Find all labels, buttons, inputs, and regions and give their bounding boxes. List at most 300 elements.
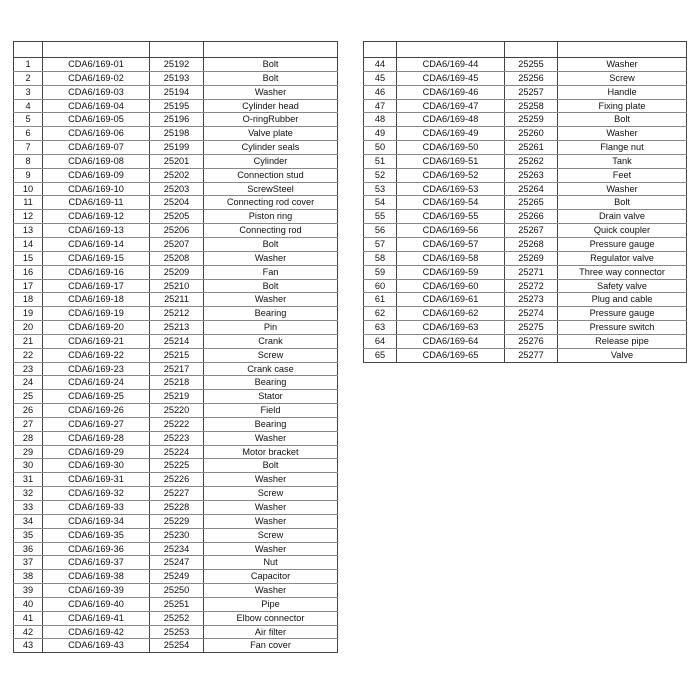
table-row — [14, 71, 338, 85]
table-row — [14, 514, 338, 528]
table-row — [14, 154, 338, 168]
cell-description: Washer — [204, 431, 338, 445]
cell-part-number: CDA6/169-17 — [43, 279, 150, 293]
cell-part-number: CDA6/169-52 — [397, 168, 505, 182]
cell-code: 25224 — [150, 445, 204, 459]
cell-description: Washer — [558, 58, 687, 72]
cell-part-number: CDA6/169-28 — [43, 431, 150, 445]
cell-part-number: CDA6/169-59 — [397, 265, 505, 279]
cell-item-number: 6 — [14, 127, 43, 141]
cell-description: Regulator valve — [558, 251, 687, 265]
cell-part-number: CDA6/169-64 — [397, 334, 505, 348]
cell-code: 25203 — [150, 182, 204, 196]
table-row — [14, 528, 338, 542]
cell-part-number: CDA6/169-56 — [397, 224, 505, 238]
cell-item-number: 2 — [14, 71, 43, 85]
cell-item-number: 45 — [364, 71, 397, 85]
cell-item-number: 38 — [14, 570, 43, 584]
cell-part-number: CDA6/169-50 — [397, 141, 505, 155]
cell-item-number: 65 — [364, 348, 397, 362]
cell-code: 25252 — [150, 611, 204, 625]
cell-part-number: CDA6/169-55 — [397, 210, 505, 224]
cell-item-number: 28 — [14, 431, 43, 445]
cell-description: Bearing — [204, 307, 338, 321]
cell-code: 25249 — [150, 570, 204, 584]
cell-code: 25275 — [505, 321, 558, 335]
table-row — [364, 279, 687, 293]
cell-code: 25273 — [505, 293, 558, 307]
cell-part-number: CDA6/169-51 — [397, 154, 505, 168]
table-row — [364, 251, 687, 265]
table-row — [14, 639, 338, 653]
cell-item-number: 18 — [14, 293, 43, 307]
cell-description: Bolt — [558, 113, 687, 127]
cell-code: 25272 — [505, 279, 558, 293]
header-cell-part-number — [397, 42, 505, 58]
table-row — [364, 293, 687, 307]
table-row — [14, 501, 338, 515]
cell-description: Cylinder head — [204, 99, 338, 113]
cell-description: Connecting rod cover — [204, 196, 338, 210]
cell-code: 25206 — [150, 224, 204, 238]
cell-item-number: 30 — [14, 459, 43, 473]
cell-description: Connecting rod — [204, 224, 338, 238]
cell-code: 25217 — [150, 362, 204, 376]
cell-item-number: 1 — [14, 58, 43, 72]
cell-part-number: CDA6/169-03 — [43, 85, 150, 99]
cell-part-number: CDA6/169-08 — [43, 154, 150, 168]
cell-description: Screw — [558, 71, 687, 85]
table-row — [364, 196, 687, 210]
cell-description: Fan cover — [204, 639, 338, 653]
table-row — [14, 334, 338, 348]
cell-item-number: 29 — [14, 445, 43, 459]
cell-code: 25227 — [150, 487, 204, 501]
cell-code: 25207 — [150, 237, 204, 251]
cell-item-number: 63 — [364, 321, 397, 335]
header-cell-item-number — [364, 42, 397, 58]
cell-part-number: CDA6/169-24 — [43, 376, 150, 390]
cell-code: 25196 — [150, 113, 204, 127]
cell-part-number: CDA6/169-18 — [43, 293, 150, 307]
cell-item-number: 57 — [364, 237, 397, 251]
cell-part-number: CDA6/169-60 — [397, 279, 505, 293]
cell-item-number: 14 — [14, 237, 43, 251]
table-row — [14, 584, 338, 598]
cell-item-number: 31 — [14, 473, 43, 487]
cell-code: 25228 — [150, 501, 204, 515]
cell-part-number: CDA6/169-53 — [397, 182, 505, 196]
cell-description: Washer — [204, 542, 338, 556]
cell-item-number: 3 — [14, 85, 43, 99]
cell-item-number: 10 — [14, 182, 43, 196]
cell-description: Tank — [558, 154, 687, 168]
cell-part-number: CDA6/169-13 — [43, 224, 150, 238]
cell-item-number: 48 — [364, 113, 397, 127]
cell-part-number: CDA6/169-27 — [43, 417, 150, 431]
cell-code: 25222 — [150, 417, 204, 431]
cell-part-number: CDA6/169-01 — [43, 58, 150, 72]
cell-description: Bolt — [204, 237, 338, 251]
cell-part-number: CDA6/169-26 — [43, 404, 150, 418]
header-cell-part-number — [43, 42, 150, 58]
header-cell-code — [150, 42, 204, 58]
cell-item-number: 37 — [14, 556, 43, 570]
cell-part-number: CDA6/169-29 — [43, 445, 150, 459]
table-row — [14, 141, 338, 155]
cell-part-number: CDA6/169-41 — [43, 611, 150, 625]
cell-code: 25254 — [150, 639, 204, 653]
cell-code: 25220 — [150, 404, 204, 418]
cell-item-number: 9 — [14, 168, 43, 182]
cell-code: 25230 — [150, 528, 204, 542]
header-cell-code — [505, 42, 558, 58]
cell-description: Flange nut — [558, 141, 687, 155]
cell-description: Pin — [204, 321, 338, 335]
table-row — [364, 237, 687, 251]
cell-code: 25202 — [150, 168, 204, 182]
table-row — [14, 445, 338, 459]
cell-description: Valve — [558, 348, 687, 362]
table-row — [14, 348, 338, 362]
cell-item-number: 36 — [14, 542, 43, 556]
parts-table-left — [13, 41, 338, 653]
table-row — [364, 321, 687, 335]
cell-code: 25213 — [150, 321, 204, 335]
cell-code: 25277 — [505, 348, 558, 362]
table-row — [14, 168, 338, 182]
parts-table-left-body — [14, 42, 338, 653]
table-row — [14, 85, 338, 99]
cell-description: Bolt — [204, 71, 338, 85]
cell-code: 25268 — [505, 237, 558, 251]
table-row — [364, 71, 687, 85]
header-cell-description — [558, 42, 687, 58]
cell-description: Stator — [204, 390, 338, 404]
cell-item-number: 17 — [14, 279, 43, 293]
table-header-row — [364, 42, 687, 58]
cell-description: Pressure gauge — [558, 237, 687, 251]
cell-description: Pipe — [204, 597, 338, 611]
table-row — [14, 279, 338, 293]
cell-item-number: 46 — [364, 85, 397, 99]
cell-item-number: 43 — [14, 639, 43, 653]
table-row — [14, 182, 338, 196]
cell-code: 25194 — [150, 85, 204, 99]
table-row — [364, 334, 687, 348]
cell-description: Pressure switch — [558, 321, 687, 335]
table-row — [14, 473, 338, 487]
table-row — [364, 154, 687, 168]
cell-part-number: CDA6/169-47 — [397, 99, 505, 113]
cell-item-number: 51 — [364, 154, 397, 168]
cell-item-number: 56 — [364, 224, 397, 238]
cell-part-number: CDA6/169-36 — [43, 542, 150, 556]
table-row — [14, 362, 338, 376]
cell-code: 25260 — [505, 127, 558, 141]
table-row — [364, 348, 687, 362]
cell-part-number: CDA6/169-22 — [43, 348, 150, 362]
cell-item-number: 61 — [364, 293, 397, 307]
table-header-row — [14, 42, 338, 58]
cell-item-number: 27 — [14, 417, 43, 431]
cell-description: Bearing — [204, 376, 338, 390]
cell-description: Bolt — [558, 196, 687, 210]
cell-code: 25274 — [505, 307, 558, 321]
cell-item-number: 16 — [14, 265, 43, 279]
cell-part-number: CDA6/169-38 — [43, 570, 150, 584]
cell-item-number: 4 — [14, 99, 43, 113]
cell-description: Washer — [204, 85, 338, 99]
cell-code: 25223 — [150, 431, 204, 445]
cell-description: Nut — [204, 556, 338, 570]
cell-description: Crank case — [204, 362, 338, 376]
cell-description: Field — [204, 404, 338, 418]
cell-part-number: CDA6/169-20 — [43, 321, 150, 335]
cell-code: 25247 — [150, 556, 204, 570]
table-row — [364, 265, 687, 279]
table-row — [14, 99, 338, 113]
table-row — [364, 113, 687, 127]
cell-item-number: 53 — [364, 182, 397, 196]
table-row — [364, 141, 687, 155]
table-row — [14, 459, 338, 473]
cell-part-number: CDA6/169-62 — [397, 307, 505, 321]
parts-table-right — [363, 41, 687, 363]
cell-code: 25262 — [505, 154, 558, 168]
cell-code: 25269 — [505, 251, 558, 265]
cell-item-number: 39 — [14, 584, 43, 598]
table-row — [14, 625, 338, 639]
cell-item-number: 5 — [14, 113, 43, 127]
cell-description: Bolt — [204, 459, 338, 473]
cell-description: Three way connector — [558, 265, 687, 279]
cell-code: 25226 — [150, 473, 204, 487]
cell-code: 25251 — [150, 597, 204, 611]
cell-code: 25234 — [150, 542, 204, 556]
cell-description: Drain valve — [558, 210, 687, 224]
table-row — [364, 99, 687, 113]
cell-description: Safety valve — [558, 279, 687, 293]
cell-part-number: CDA6/169-12 — [43, 210, 150, 224]
cell-item-number: 50 — [364, 141, 397, 155]
cell-part-number: CDA6/169-04 — [43, 99, 150, 113]
cell-code: 25259 — [505, 113, 558, 127]
table-row — [14, 224, 338, 238]
table-row — [14, 611, 338, 625]
cell-item-number: 26 — [14, 404, 43, 418]
parts-table-right-body — [364, 42, 687, 363]
cell-code: 25193 — [150, 71, 204, 85]
cell-part-number: CDA6/169-02 — [43, 71, 150, 85]
cell-description: Screw — [204, 348, 338, 362]
header-cell-description — [204, 42, 338, 58]
cell-item-number: 55 — [364, 210, 397, 224]
cell-code: 25225 — [150, 459, 204, 473]
cell-description: Pressure gauge — [558, 307, 687, 321]
cell-description: Piston ring — [204, 210, 338, 224]
table-row — [14, 251, 338, 265]
cell-description: Plug and cable — [558, 293, 687, 307]
cell-code: 25192 — [150, 58, 204, 72]
cell-code: 25195 — [150, 99, 204, 113]
table-row — [14, 265, 338, 279]
table-row — [14, 597, 338, 611]
cell-description: Washer — [204, 473, 338, 487]
table-row — [364, 127, 687, 141]
cell-part-number: CDA6/169-63 — [397, 321, 505, 335]
cell-description: Connection stud — [204, 168, 338, 182]
cell-part-number: CDA6/169-65 — [397, 348, 505, 362]
table-row — [14, 210, 338, 224]
cell-part-number: CDA6/169-06 — [43, 127, 150, 141]
table-row — [364, 182, 687, 196]
cell-code: 25210 — [150, 279, 204, 293]
cell-code: 25261 — [505, 141, 558, 155]
table-row — [14, 570, 338, 584]
cell-item-number: 21 — [14, 334, 43, 348]
cell-part-number: CDA6/169-35 — [43, 528, 150, 542]
cell-item-number: 15 — [14, 251, 43, 265]
table-row — [14, 237, 338, 251]
cell-description: Air filter — [204, 625, 338, 639]
cell-description: Bolt — [204, 58, 338, 72]
cell-item-number: 7 — [14, 141, 43, 155]
cell-description: Valve plate — [204, 127, 338, 141]
cell-description: Feet — [558, 168, 687, 182]
cell-code: 25214 — [150, 334, 204, 348]
cell-description: Washer — [204, 501, 338, 515]
cell-part-number: CDA6/169-11 — [43, 196, 150, 210]
table-row — [14, 307, 338, 321]
cell-item-number: 33 — [14, 501, 43, 515]
cell-code: 25198 — [150, 127, 204, 141]
cell-item-number: 35 — [14, 528, 43, 542]
cell-code: 25205 — [150, 210, 204, 224]
cell-part-number: CDA6/169-43 — [43, 639, 150, 653]
cell-part-number: CDA6/169-14 — [43, 237, 150, 251]
table-row — [14, 404, 338, 418]
cell-item-number: 12 — [14, 210, 43, 224]
cell-description: Release pipe — [558, 334, 687, 348]
cell-code: 25204 — [150, 196, 204, 210]
cell-item-number: 52 — [364, 168, 397, 182]
table-row — [14, 390, 338, 404]
table-row — [14, 376, 338, 390]
cell-part-number: CDA6/169-23 — [43, 362, 150, 376]
cell-description: Capacitor — [204, 570, 338, 584]
cell-part-number: CDA6/169-10 — [43, 182, 150, 196]
cell-item-number: 54 — [364, 196, 397, 210]
cell-item-number: 11 — [14, 196, 43, 210]
cell-item-number: 58 — [364, 251, 397, 265]
cell-code: 25257 — [505, 85, 558, 99]
cell-code: 25209 — [150, 265, 204, 279]
cell-code: 25219 — [150, 390, 204, 404]
cell-description: Cylinder seals — [204, 141, 338, 155]
table-row — [14, 196, 338, 210]
table-row — [364, 224, 687, 238]
cell-part-number: CDA6/169-30 — [43, 459, 150, 473]
table-row — [14, 431, 338, 445]
cell-code: 25215 — [150, 348, 204, 362]
cell-code: 25199 — [150, 141, 204, 155]
cell-part-number: CDA6/169-42 — [43, 625, 150, 639]
table-row — [14, 113, 338, 127]
cell-item-number: 42 — [14, 625, 43, 639]
cell-item-number: 34 — [14, 514, 43, 528]
cell-code: 25264 — [505, 182, 558, 196]
table-row — [14, 417, 338, 431]
table-row — [364, 210, 687, 224]
cell-part-number: CDA6/169-57 — [397, 237, 505, 251]
cell-description: Washer — [204, 584, 338, 598]
cell-description: Fan — [204, 265, 338, 279]
cell-part-number: CDA6/169-16 — [43, 265, 150, 279]
cell-item-number: 23 — [14, 362, 43, 376]
cell-part-number: CDA6/169-19 — [43, 307, 150, 321]
cell-item-number: 62 — [364, 307, 397, 321]
cell-code: 25229 — [150, 514, 204, 528]
table-row — [14, 58, 338, 72]
cell-description: Washer — [558, 182, 687, 196]
cell-part-number: CDA6/169-32 — [43, 487, 150, 501]
cell-code: 25258 — [505, 99, 558, 113]
cell-item-number: 25 — [14, 390, 43, 404]
cell-code: 25253 — [150, 625, 204, 639]
cell-item-number: 49 — [364, 127, 397, 141]
cell-item-number: 20 — [14, 321, 43, 335]
cell-code: 25256 — [505, 71, 558, 85]
cell-part-number: CDA6/169-07 — [43, 141, 150, 155]
cell-description: ScrewSteel — [204, 182, 338, 196]
table-row — [14, 542, 338, 556]
cell-code: 25263 — [505, 168, 558, 182]
cell-item-number: 13 — [14, 224, 43, 238]
cell-item-number: 22 — [14, 348, 43, 362]
cell-code: 25218 — [150, 376, 204, 390]
cell-description: Washer — [558, 127, 687, 141]
cell-code: 25211 — [150, 293, 204, 307]
cell-description: Washer — [204, 251, 338, 265]
cell-description: Washer — [204, 514, 338, 528]
table-row — [14, 556, 338, 570]
cell-description: O-ringRubber — [204, 113, 338, 127]
cell-description: Crank — [204, 334, 338, 348]
cell-code: 25266 — [505, 210, 558, 224]
cell-item-number: 60 — [364, 279, 397, 293]
table-row — [364, 85, 687, 99]
table-row — [364, 58, 687, 72]
cell-part-number: CDA6/169-25 — [43, 390, 150, 404]
cell-part-number: CDA6/169-31 — [43, 473, 150, 487]
cell-part-number: CDA6/169-37 — [43, 556, 150, 570]
cell-part-number: CDA6/169-05 — [43, 113, 150, 127]
cell-item-number: 40 — [14, 597, 43, 611]
cell-code: 25265 — [505, 196, 558, 210]
table-row — [364, 307, 687, 321]
cell-part-number: CDA6/169-21 — [43, 334, 150, 348]
cell-part-number: CDA6/169-39 — [43, 584, 150, 598]
cell-item-number: 8 — [14, 154, 43, 168]
cell-part-number: CDA6/169-49 — [397, 127, 505, 141]
cell-description: Bolt — [204, 279, 338, 293]
cell-description: Quick coupler — [558, 224, 687, 238]
table-row — [14, 487, 338, 501]
cell-code: 25255 — [505, 58, 558, 72]
cell-part-number: CDA6/169-54 — [397, 196, 505, 210]
cell-description: Handle — [558, 85, 687, 99]
